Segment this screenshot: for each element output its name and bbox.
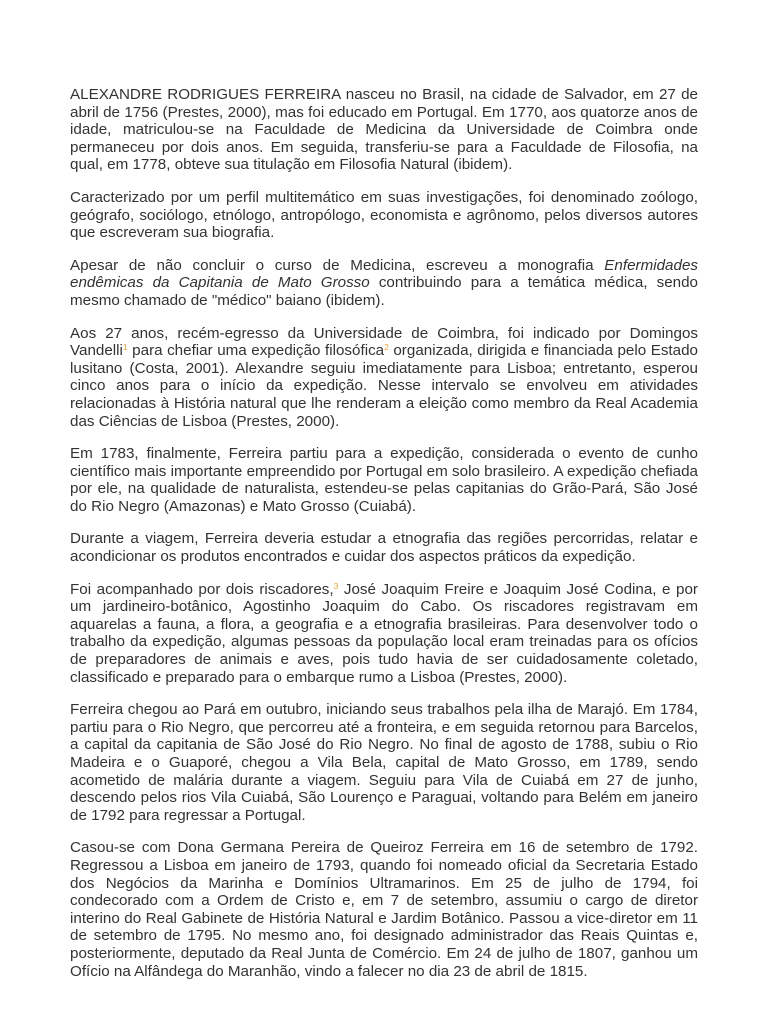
monograph-title: Enfermidades endêmicas da Capitania de Mato Grosso <box>70 256 698 292</box>
footnote-marker-3[interactable]: 3 <box>333 580 339 591</box>
paragraph-1: ALEXANDRE RODRIGUES FERREIRA nasceu no Brasil, na cidade de Salvador, em 27 de abril de 1756 (Prestes, 2000), mas foi educado em Portugal. Em 1770, aos quatorze anos de idade, matriculou-se na Faculdade de Medicina da Universidade de Coimbra onde permaneceu por dois anos. Em seguida, transferiu-se para a Faculdade de Filosofia, na qual, em 1778, obteve sua titulação em Filosofia Natural (ibidem). <box>70 86 698 174</box>
paragraph-7 <box>70 581 698 687</box>
paragraph-5: Em 1783, finalmente, Ferreira partiu para a expedição, considerada o evento de cunho científico mais importante empreendido por Portugal em solo brasileiro. A expedição chefiada por ele, na qualidade de naturalista, estendeu-se pelas capitanias do Grão-Pará, São José do Rio Negro (Amazonas) e Mato Grosso (Cuiabá). <box>70 445 698 515</box>
paragraph-4-text-2: para chefiar uma expedição filosófica <box>127 342 385 360</box>
paragraph-3-text-before: Apesar de não concluir o curso de Medicina, escreveu a monografia <box>70 256 605 274</box>
paragraph-8: Ferreira chegou ao Pará em outubro, iniciando seus trabalhos pela ilha de Marajó. Em 1784, partiu para o Rio Negro, que percorreu até a fronteira, e em seguida retornou para Barcelos, a capital da capitania de São José do Rio Negro. No final de agosto de 1788, subiu o Rio Madeira e o Guaporé, chegou a Vila Bela, capital de Mato Grosso, em 1789, sendo acometido de malária durante a viagem. Seguiu para Vila de Cuiabá em 27 de junho, descendo pelos rios Vila Cuiabá, São Lourenço e Paraguai, voltando para Belém em janeiro de 1792 para regressar a Portugal. <box>70 701 698 824</box>
paragraph-7-text-1: Foi acompanhado por dois riscadores, <box>70 580 334 598</box>
footnote-marker-2[interactable]: 2 <box>384 342 389 353</box>
paragraph-2: Caracterizado por um perfil multitemático em suas investigações, foi denominado zoólogo, geógrafo, sociólogo, etnólogo, antropólogo, economista e agrônomo, pelos diversos autores que escreveram sua biografia. <box>70 188 698 242</box>
paragraph-3 <box>70 257 698 310</box>
paragraph-4-text-1: Aos 27 anos, recém-egresso da Universidade de Coimbra, foi indicado por Domingos Vandelli <box>70 324 698 360</box>
paragraph-4-text-3: organizada, dirigida e financiada pelo Estado lusitano (Costa, 2001). Alexandre seguiu imediatamente para Lisboa; entretanto, esperou cinco anos para o início da expedição. Nesse intervalo se envolveu em atividades relacionadas à História natural que lhe renderam a eleição como membro da Real Academia das Ciências de Lisboa (Prestes, 2000). <box>70 342 698 430</box>
paragraph-6: Durante a viagem, Ferreira deveria estudar a etnografia das regiões percorridas, relatar e acondicionar os produtos encontrados e cuidar dos aspectos práticos da expedição. <box>70 530 698 566</box>
paragraph-9: Casou-se com Dona Germana Pereira de Queiroz Ferreira em 16 de setembro de 1792. Regressou a Lisboa em janeiro de 1793, quando foi nomeado oficial da Secretaria Estado dos Negócios da Marinha e Domínios Ultramarinos. Em 25 de julho de 1794, foi condecorado com a Ordem de Cristo e, em 7 de setembro, assumiu o cargo de diretor interino do Real Gabinete de História Natural e Jardim Botânico. Passou a vice-diretor em 11 de setembro de 1795. No mesmo ano, foi designado administrador das Reais Quintas e, posteriormente, deputado da Real Junta de Comércio. Em 24 de julho de 1807, ganhou um Ofício na Alfândega do Maranhão, vindo a falecer no dia 23 de abril de 1815. <box>70 839 698 980</box>
paragraph-7-text-2: José Joaquim Freire e Joaquim José Codina, e por um jardineiro-botânico, Agostinho Joaquim do Cabo. Os riscadores registravam em aquarelas a fauna, a flora, a geografia e a etnografia brasileiras. Para desenvolver todo o trabalho da expedição, algumas pessoas da população local eram treinadas para os ofícios de preparadores de animais e aves, pois tudo havia de ser cuidadosamente coletado, classificado e preparado para o embarque rumo a Lisboa (Prestes, 2000). <box>70 580 698 686</box>
document-body <box>70 86 698 995</box>
paragraph-3-text-after: contribuindo para a temática médica, sendo mesmo chamado de "médico" baiano (ibidem). <box>70 274 698 309</box>
paragraph-4 <box>70 325 698 431</box>
footnote-marker-1[interactable]: 1 <box>122 342 128 353</box>
